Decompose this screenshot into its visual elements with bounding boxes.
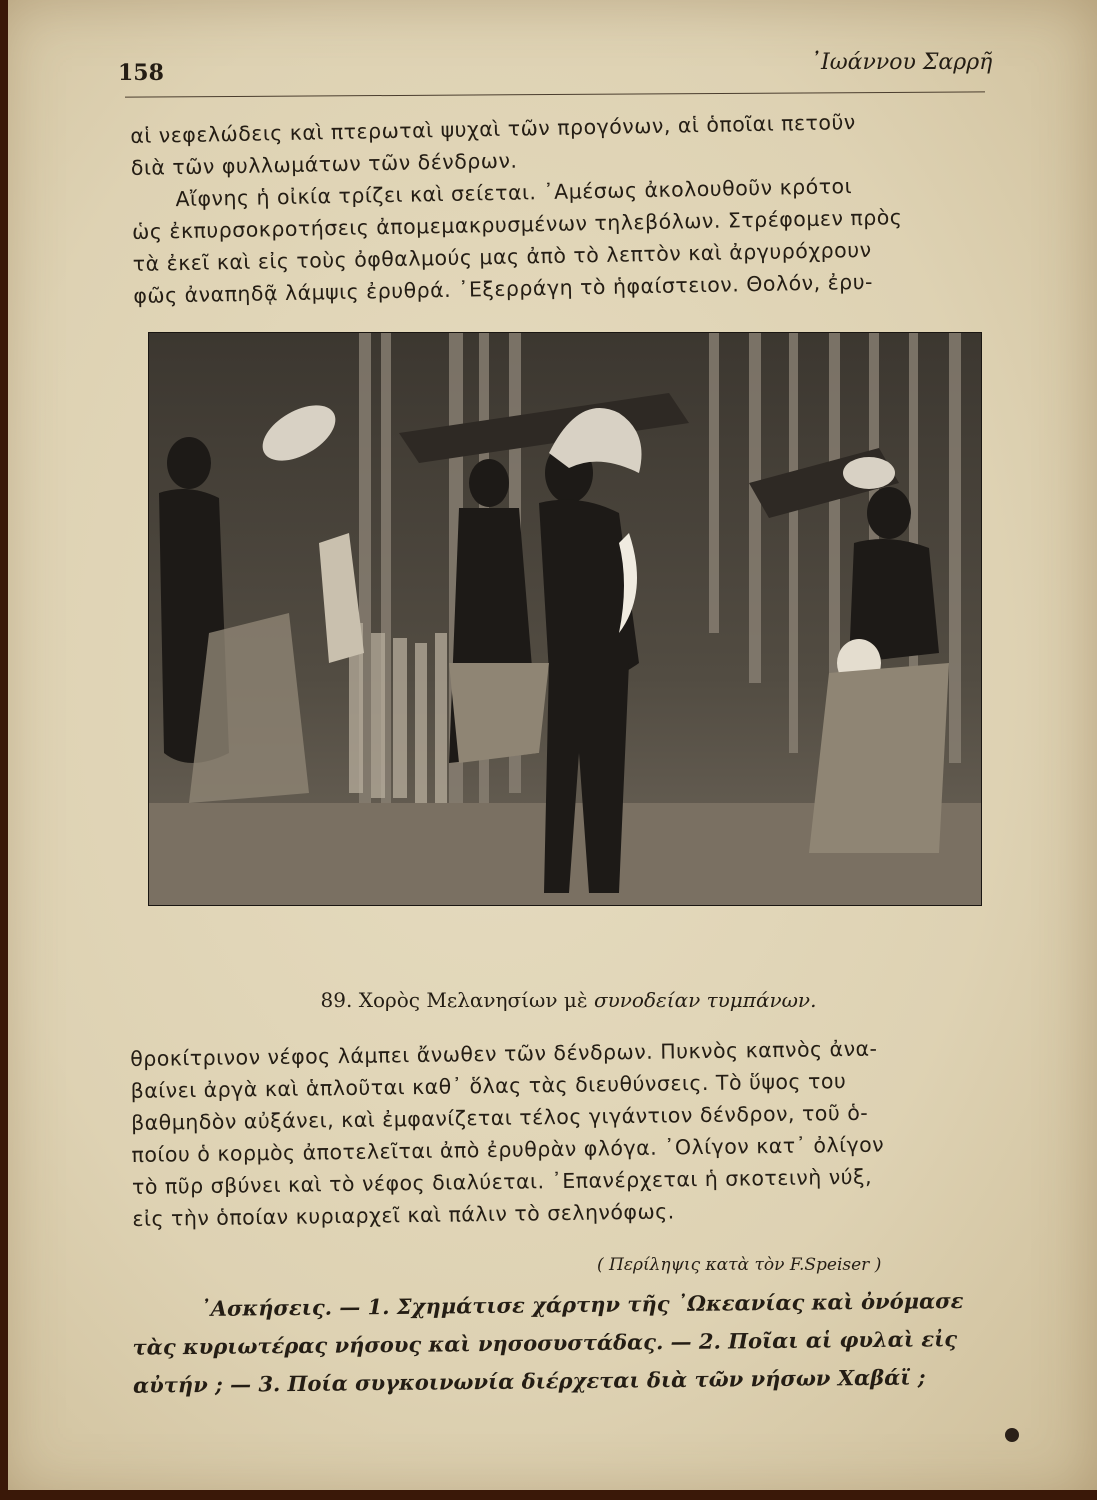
text-line: εἰς τὴν ὁποίαν κυριαρχεῖ καὶ πάλιν τὸ σεληνόφως. xyxy=(132,1199,675,1231)
binding-edge xyxy=(0,0,8,1500)
exercise-line: ᾿Ασκήσεις. — 1. Σχημάτισε χάρτην τῆς ᾿Ωκεανίας καὶ ὀνόμασε xyxy=(200,1288,964,1321)
text-line: θροκίτρινον νέφος λάμπει ἄνωθεν τῶν δένδρων. Πυκνὸς καπνὸς ἀνα- xyxy=(130,1036,878,1071)
text-line: τὸ πῦρ σβύνει καὶ τὸ νέφος διαλύεται. ᾿Επανέρχεται ἡ σκοτεινὴ νύξ, xyxy=(131,1164,873,1199)
exercise-line: τὰς κυριωτέρας νήσους καὶ νησοσυστάδας. — 2. Ποῖαι αἱ φυλαὶ εἰς xyxy=(132,1326,958,1360)
running-header-author: ᾿Ιωάννου Σαρρῆ xyxy=(810,50,993,75)
text-line: φῶς ἀναπηδᾷ λάμψις ἐρυθρά. ᾿Εξερράγη τὸ ἡφαίστειον. Θολόν, ἐρυ- xyxy=(133,269,874,308)
binding-edge-bottom xyxy=(0,1490,1097,1500)
caption-number: 89. xyxy=(320,988,353,1012)
paragraph-top xyxy=(130,103,994,311)
text-line: Αἴφνης ἡ οἰκία τρίζει καὶ σείεται. ᾿Αμέσως ἀκολουθοῦν κρότοι xyxy=(175,174,853,212)
text-line: ποίου ὁ κορμὸς ἀποτελεῖται ἀπὸ ἐρυθρὰν φλόγα. ᾿Ολίγον κατ᾿ ὀλίγον xyxy=(131,1132,885,1167)
source-citation: ( Περίληψις κατὰ τὸν F.Speiser ) xyxy=(597,1255,882,1275)
exercises xyxy=(132,1282,1011,1404)
exercise-line: αὐτήν ; — 3. Ποία συγκοινωνία διέρχεται διὰ τῶν νήσων Χαβάϊ ; xyxy=(132,1364,926,1398)
text-line: βαθμηδὸν αὐξάνει, καὶ ἐμφανίζεται τέλος γιγάντιον δένδρον, τοῦ ὁ- xyxy=(130,1100,869,1135)
ink-blot xyxy=(1005,1428,1019,1442)
text-line: βαίνει ἀργὰ καὶ ἁπλοῦται καθ᾿ ὅλας τὰς διευθύνσεις. Τὸ ὕψος του xyxy=(130,1069,847,1103)
text-line: διὰ τῶν φυλλωμάτων τῶν δένδρων. xyxy=(130,148,518,180)
header-rule xyxy=(125,91,985,97)
caption-text-italic: συνοδείαν τυμπάνων. xyxy=(593,988,817,1012)
text-line: ὡς ἐκπυρσοκροτήσεις ἀπομεμακρυσμένων τηλεβόλων. Στρέφομεν πρὸς xyxy=(131,205,903,244)
caption-text: Χορὸς Μελανησίων μὲ xyxy=(358,988,588,1012)
figure-caption xyxy=(0,988,1097,1012)
page-number: 158 xyxy=(118,60,164,86)
text-line: τὰ ἐκεῖ καὶ εἰς τοὺς ὀφθαλμούς μας ἀπὸ τὸ λεπτὸν καὶ ἀργυρόχρουν xyxy=(132,237,872,276)
dance-photograph xyxy=(148,332,982,906)
text-line: αἱ νεφελώδεις καὶ πτερωταὶ ψυχαὶ τῶν προγόνων, αἱ ὁποῖαι πετοῦν xyxy=(130,110,856,148)
paragraph-bottom xyxy=(130,1031,993,1235)
